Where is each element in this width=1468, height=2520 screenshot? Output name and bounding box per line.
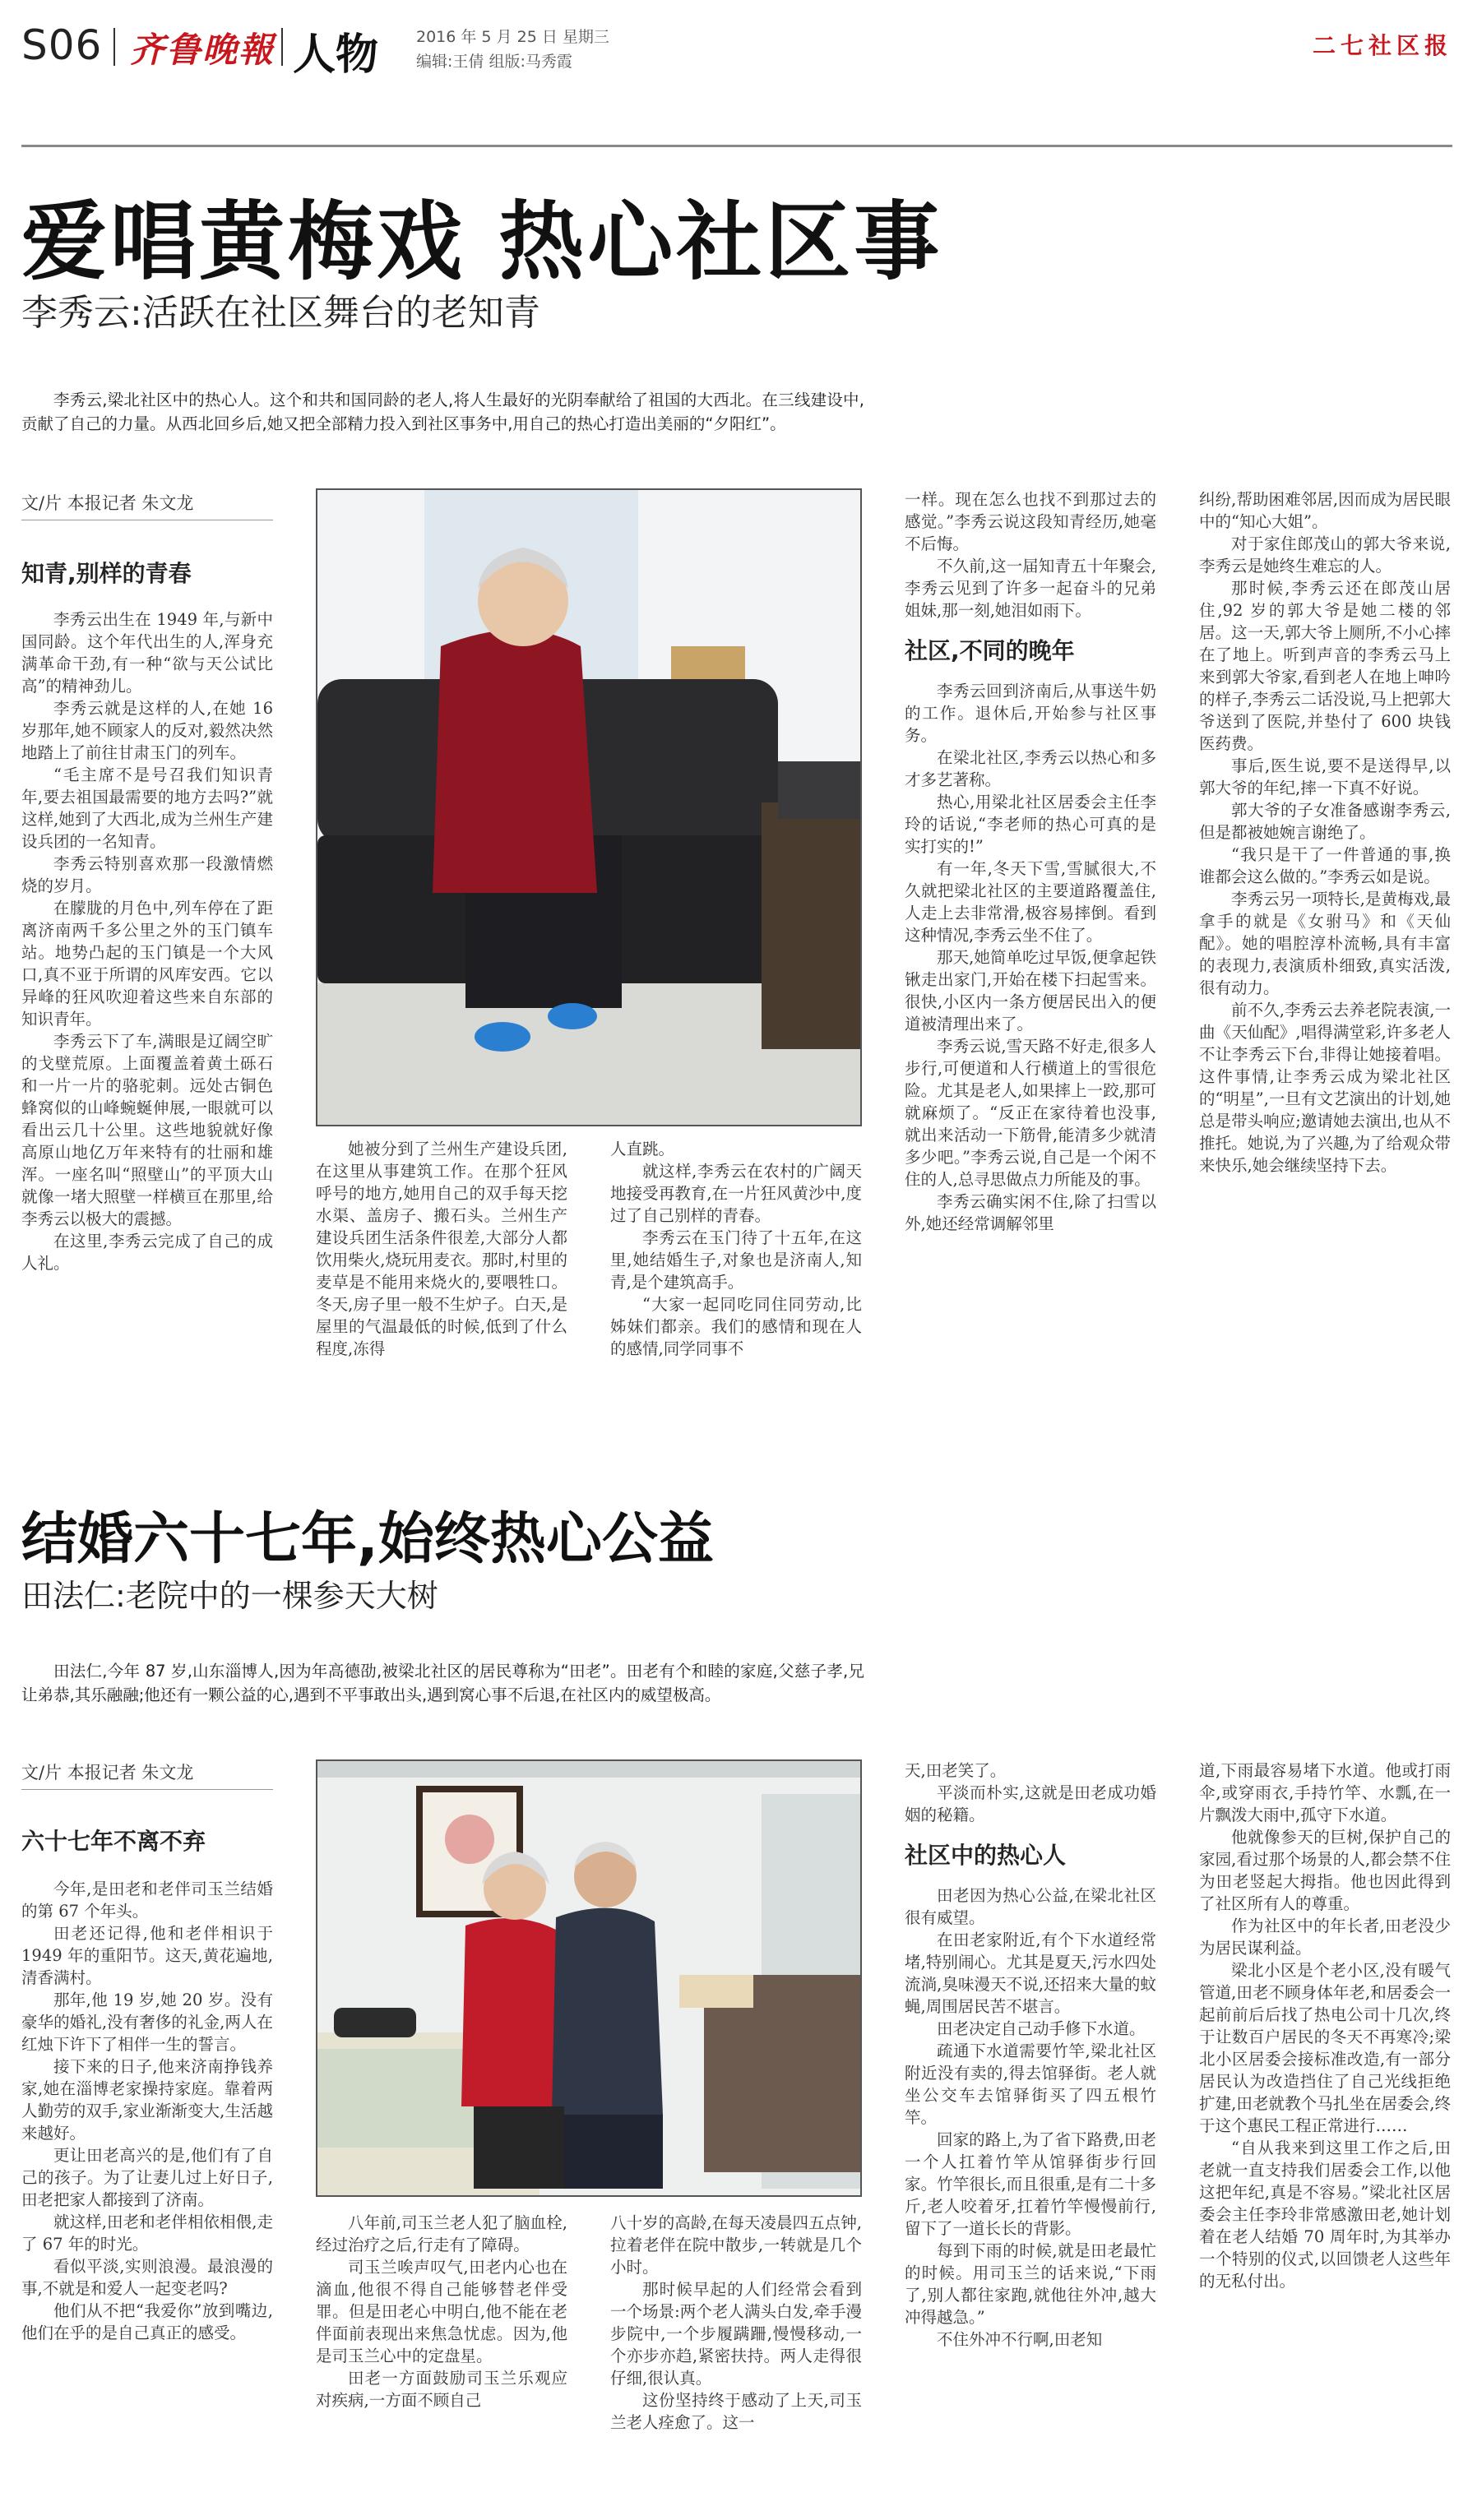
masthead-rule (21, 145, 1452, 147)
story2-column-5 (905, 1759, 1156, 2503)
paragraph: 八十岁的高龄,在每天凌晨四五点钟,拉着老伴在院中散步,一转就是几个小时。 (610, 2213, 862, 2277)
paragraph: 他就像参天的巨树,保护自己的家园,看过那个场景的人,都会禁不住为田老竖起大拇指。他也因此得到了社区所有人的尊重。 (1199, 1828, 1451, 1913)
paragraph: 一样。现在怎么也找不到那过去的感觉。”李秀云说这段知青经历,她毫不后悔。 (905, 490, 1156, 553)
paragraph: 就这样,田老和老伴相依相偎,走了 67 年的时光。 (21, 2213, 273, 2254)
story2-column-4 (610, 2212, 862, 2503)
page-number: S06 (21, 21, 103, 69)
story1-column-6 (1199, 488, 1451, 1422)
story1-column-4 (610, 1138, 862, 1422)
story1-section2-title: 社区,不同的晚年 (905, 637, 1075, 664)
paragraph: 纠纷,帮助困难邻居,因而成为居民眼中的“知心大姐”。 (1199, 490, 1451, 531)
paragraph: 司玉兰唉声叹气,田老内心也在滴血,他很不得自己能够替老伴受罪。但是田老心中明白,他不能在老伴面前表现出来焦急忧虑。因为,他是司玉兰心中的定盘星。 (316, 2258, 567, 2365)
paragraph: 李秀云出生在 1949 年,与新中国同龄。这个年代出生的人,浑身充满革命干劲,有一种“欲与天公试比高”的精神劲儿。 (21, 610, 273, 696)
paragraph: 李秀云在玉门待了十五年,在这里,她结婚生子,对象也是济南人,知青,是个建筑高手。 (610, 1228, 862, 1292)
paragraph: 看似平淡,实则浪漫。最浪漫的事,不就是和爱人一起变老吗? (21, 2257, 273, 2298)
story2-column-6 (1199, 1759, 1451, 2503)
paragraph: 天,田老笑了。 (905, 1761, 1007, 1780)
paragraph: 梁北小区是个老小区,没有暖气管道,田老不顾身体年老,和居委会一起前前后后找了热电公司十几次,终于让数百户居民的冬天不再寒冷;梁北小区居委会接标准改造,有一部分居民认为改造挡住了自己光线拒绝扩建,田老就教个马扎坐在居委会,终于这个惠民工程正常进行…… (1199, 1961, 1451, 2135)
story1-lead: 李秀云,梁北社区中的热心人。这个和共和国同龄的老人,将人生最好的光阴奉献给了祖国的大西北。在三线建设中,贡献了自己的力量。从西北回乡后,她又把全部精力投入到社区事务中,用自己的热心打造出美丽的“夕阳红”。 (21, 391, 864, 433)
paragraph: 那时候,李秀云还在郎茂山居住,92 岁的郭大爷是她二楼的邻居。这一天,郭大爷上厕所,不小心摔在了地上。听到声音的李秀云马上来到郭大爷家,看到老人在地上呻吟的样子,李秀云二话没说,马上把郭大爷送到了医院,并垫付了 600 块钱医药费。 (1199, 579, 1451, 753)
paragraph: 郭大爷的子女准备感谢李秀云,但是都被她婉言谢绝了。 (1199, 801, 1451, 842)
paragraph: 李秀云特别喜欢那一段激情燃烧的岁月。 (21, 854, 273, 895)
story1-byline: 文/片 本报记者 朱文龙 (21, 493, 194, 513)
paragraph: 对于家住郎茂山的郭大爷来说,李秀云是她终生难忘的人。 (1199, 534, 1451, 576)
editor-credits: 编辑:王倩 组版:马秀霞 (416, 53, 572, 71)
story2-byline: 文/片 本报记者 朱文龙 (21, 1763, 194, 1782)
paragraph: 在梁北社区,李秀云以热心和多才多艺著称。 (905, 748, 1156, 789)
paragraph: 李秀云确实闲不住,除了扫雪以外,她还经常调解邻里 (905, 1192, 1156, 1233)
story2-photo (316, 1759, 862, 2197)
paragraph: 就这样,李秀云在农村的广阔天地接受再教育,在一片狂风黄沙中,度过了自己别样的青春。 (610, 1162, 862, 1225)
paragraph: 今年,是田老和老伴司玉兰结婚的第 67 个年头。 (21, 1880, 273, 1921)
story1-section1-title: 知青,别样的青春 (21, 560, 192, 587)
story1-column-1 (21, 608, 273, 1422)
paragraph: 有一年,冬天下雪,雪腻很大,不久就把梁北社区的主要道路覆盖住,人走上去非常滑,极容易摔倒。看到这种情况,李秀云坐不住了。 (905, 859, 1156, 945)
paragraph: 道,下雨最容易堵下水道。他或打雨伞,或穿雨衣,手持竹竿、水瓢,在一片飘泼大雨中,孤守下水道。 (1199, 1761, 1451, 1824)
story1-column-5 (905, 488, 1156, 1422)
story1-photo (316, 488, 862, 1126)
paragraph: 回家的路上,为了省下路费,田老一个人扛着竹竿从馆驿街步行回家。竹竿很长,而且很重,是有二十多斤,老人咬着牙,扛着竹竿慢慢前行,留下了一道长长的背影。 (905, 2130, 1156, 2238)
paragraph: 平淡而朴实,这就是田老成功婚姻的秘籍。 (905, 1783, 1156, 1824)
paragraph: 那天,她简单吃过早饭,便拿起铁锹走出家门,开始在楼下扫起雪来。很快,小区内一条方便居民出入的便道被清理出来了。 (905, 948, 1156, 1033)
byline-rule (21, 1789, 273, 1790)
paragraph: “自从我来到这里工作之后,田老就一直支持我们居委会工作,以他这把年纪,真是不容易。”梁北社区居委会主任李玲非常感激田老,她计划着在老人结婚 70 周年时,为其举办一个特别的仪式,以回馈老人这些年的无私付出。 (1199, 2139, 1451, 2291)
paragraph: 疏通下水道需要竹竿,梁北社区附近没有卖的,得去馆驿街。老人就坐公交车去馆驿街买了四五根竹竿。 (905, 2041, 1156, 2127)
story2-section1-title: 六十七年不离不弃 (21, 1828, 206, 1855)
story1-headline: 爱唱黄梅戏 热心社区事 (21, 192, 943, 292)
paragraph: 前不久,李秀云去养老院表演,一曲《天仙配》,唱得满堂彩,许多老人不让李秀云下台,非得让她接着唱。这件事情,让李秀云成为梁北社区的“明星”,一旦有文艺演出的计划,她总是带头响应;邀请她去演出,也从不推托。她说,为了兴趣,为了给观众带来快乐,她会继续坚持下去。 (1199, 1001, 1451, 1175)
paragraph: 田老还记得,他和老伴相识于 1949 年的重阳节。这天,黄花遍地,清香满村。 (21, 1924, 273, 1987)
paragraph: 在朦胧的月色中,列车停在了距离济南两千多公里之外的玉门镇车站。地势凸起的玉门镇是一个大风口,真不亚于所谓的风库安西。它以异峰的狂风吹迎着这些来自东部的知识青年。 (21, 899, 273, 1029)
paragraph: 在田老家附近,有个下水道经常堵,特别闹心。尤其是夏天,污水四处流淌,臭味漫天不说,还招来大量的蚊蝇,周围居民苦不堪言。 (905, 1930, 1156, 2016)
paragraph: 李秀云另一项特长,是黄梅戏,最拿手的就是《女驸马》和《天仙配》。她的唱腔淳朴流畅,具有丰富的表现力,表演质朴细致,真实活泼,很有动力。 (1199, 890, 1451, 997)
paragraph: 不久前,这一届知青五十年聚会,李秀云见到了许多一起奋斗的兄弟姐妹,那一刻,她泪如雨下。 (905, 557, 1156, 620)
paragraph: 那年,他 19 岁,她 20 岁。没有豪华的婚礼,没有奢侈的礼金,两人在红烛下许下了相伴一生的誓言。 (21, 1991, 273, 2054)
paragraph: 李秀云回到济南后,从事送牛奶的工作。退休后,开始参与社区事务。 (905, 682, 1156, 745)
couple-photo-illustration (317, 1761, 860, 2195)
story2-column-1 (21, 1878, 273, 2503)
paragraph: 这份坚持终于感动了上天,司玉兰老人痊愈了。这一 (610, 2391, 862, 2432)
paragraph: 人直跳。 (610, 1140, 675, 1158)
paragraph: “大家一起同吃同住同劳动,比姊妹们都亲。我们的感情和现在人的感情,同学同事不 (610, 1295, 862, 1358)
paragraph: 每到下雨的时候,就是田老最忙的时候。用司玉兰的话来说,“下雨了,别人都往家跑,就他往外冲,越大冲得越急。” (905, 2241, 1156, 2327)
paragraph: “毛主席不是号召我们知识青年,要去祖国最需要的地方去吗?”就这样,她到了大西北,成为兰州生产建设兵团的一名知青。 (21, 765, 273, 851)
story1-column-3 (316, 1138, 567, 1422)
paragraph: 接下来的日子,他来济南挣钱养家,她在淄博老家操持家庭。靠着两人勤劳的双手,家业渐渐变大,生活越来越好。 (21, 2057, 273, 2143)
paragraph: 不住外冲不行啊,田老知 (937, 2330, 1103, 2349)
supplement-tag: 二七社区报 (1312, 32, 1452, 59)
story2-column-3 (316, 2212, 567, 2503)
paragraph: 更让田老高兴的是,他们有了自己的孩子。为了让妻儿过上好日子,田老把家人都接到了济南。 (21, 2146, 273, 2209)
masthead (21, 20, 1452, 80)
paragraph: 他们从不把“我爱你”放到嘴边,他们在乎的是自己真正的感受。 (21, 2301, 273, 2342)
issue-date: 2016 年 5 月 25 日 星期三 (416, 28, 609, 46)
masthead-divider (281, 28, 283, 66)
story2-section2-title: 社区中的热心人 (905, 1842, 1067, 1869)
paragraph: 田老决定自己动手修下水道。 (937, 2019, 1146, 2038)
story2-lead: 田法仁,今年 87 岁,山东淄博人,因为年高德劭,被梁北社区的居民尊称为“田老”。田老有个和睦的家庭,父慈子孝,兄让弟恭,其乐融融;他还有一颗公益的心,遇到不平事敢出头,遇到窝心事不后退,在社区内的威望极高。 (21, 1662, 864, 1704)
story2-subheadline: 田法仁:老院中的一棵参天大树 (21, 1578, 438, 1614)
paragraph: 李秀云就是这样的人,在她 16 岁那年,她不顾家人的反对,毅然决然地踏上了前往甘肃玉门的列车。 (21, 699, 273, 762)
newspaper-logo: 齐鲁晚報 (130, 30, 276, 70)
portrait-photo-illustration (317, 490, 860, 1125)
masthead-divider (113, 28, 115, 66)
paragraph: 李秀云下了车,满眼是辽阔空旷的戈壁荒原。上面覆盖着黄土砾石和一片一片的骆驼刺。远处古铜色蜂窝似的山峰蜿蜒伸展,一眼就可以看出云几十公里。这些地貌就好像高原山地亿万年来特有的壮丽和雄浑。一座名叫“照壁山”的平顶大山就像一堵大照壁一样横亘在那里,给李秀云以极大的震撼。 (21, 1032, 273, 1228)
paragraph: 李秀云说,雪天路不好走,很多人步行,可便道和人行横道上的雪很危险。尤其是老人,如果摔上一跤,那可就麻烦了。“反正在家待着也没事,就出来活动一下筋骨,能清多少就清多少吧。”李秀云说,自己是一个闲不住的人,总寻思做点力所能及的事。 (905, 1037, 1156, 1189)
paragraph: “我只是干了一件普通的事,换谁都会这么做的。”李秀云如是说。 (1199, 845, 1451, 886)
paragraph: 热心,用梁北社区居委会主任李玲的话说,“李老师的热心可真的是实打实的!” (905, 793, 1156, 856)
paragraph: 在这里,李秀云完成了自己的成人礼。 (21, 1232, 273, 1273)
story1-subheadline: 李秀云:活跃在社区舞台的老知青 (21, 292, 540, 334)
paragraph: 事后,医生说,要不是送得早,以郭大爷的年纪,摔一下真不好说。 (1199, 756, 1451, 798)
paragraph: 作为社区中的年长者,田老没少为居民谋利益。 (1199, 1917, 1451, 1958)
story2-headline: 结婚六十七年,始终热心公益 (21, 1507, 714, 1572)
paragraph: 八年前,司玉兰老人犯了脑血栓,经过治疗之后,行走有了障碍。 (316, 2213, 567, 2254)
section-name: 人物 (293, 30, 379, 80)
paragraph: 田老一方面鼓励司玉兰乐观应对疾病,一方面不顾自己 (316, 2369, 567, 2410)
paragraph: 她被分到了兰州生产建设兵团,在这里从事建筑工作。在那个狂风呼号的地方,她用自己的双手每天挖水渠、盖房子、搬石头。兰州生产建设兵团生活条件很差,大部分人都饮用柴火,烧玩用麦衣。那时,村里的麦草是不能用来烧火的,要喂牲口。冬天,房子里一般不生炉子。白天,是屋里的气温最低的时候,低到了什么程度,冻得 (316, 1140, 567, 1358)
paragraph: 那时候早起的人们经常会看到一个场景:两个老人满头白发,牵手漫步院中,一个步履蹒跚,慢慢移动,一个亦步亦趋,紧密扶持。两人走得很仔细,很认真。 (610, 2280, 862, 2388)
paragraph: 田老因为热心公益,在梁北社区很有威望。 (905, 1886, 1156, 1927)
